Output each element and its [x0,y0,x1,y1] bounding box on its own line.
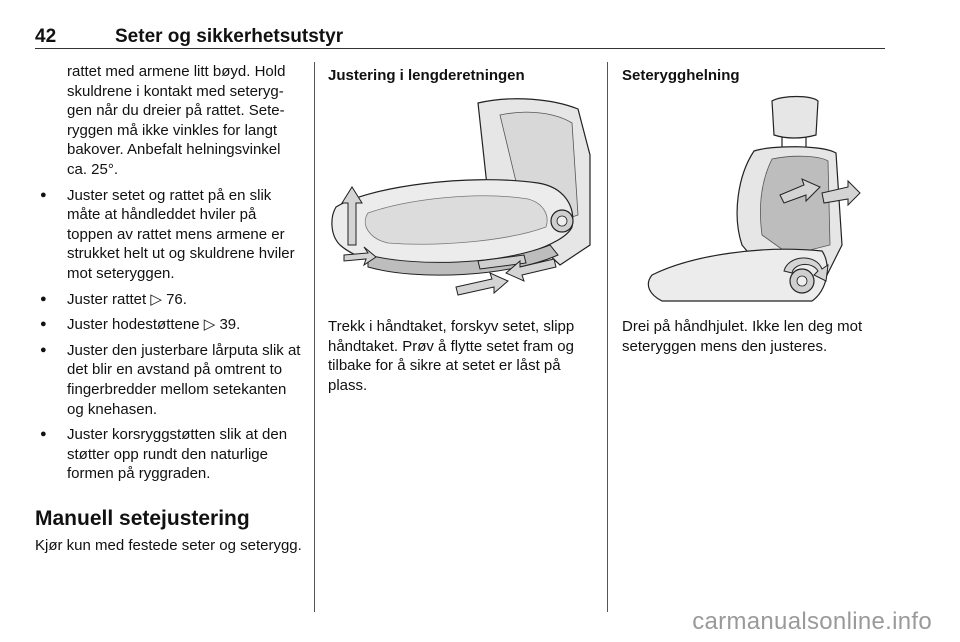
column-divider [314,62,315,612]
list-item: ● Juster korsryggstøtten slik at den støtter opp rundt den naturlige formen på ryggraden. [35,425,303,484]
subsection-heading: Seterygghelning [622,67,740,84]
figure-caption: Drei på håndhjulet. Ikke len deg mot seteryggen mens den justeres. [622,318,863,355]
section-body: Kjør kun med festede seter og seterygg. [35,536,302,554]
column-left [35,62,303,555]
list-item: ● Juster den justerbare lårputa slik at det blir en avstand på omtrent to fingerbredder mellom setekanten og knehasen. [35,341,303,419]
column-divider [607,62,608,612]
list-item: ● Juster setet og rattet på en slik måte at håndleddet hviler på toppen av rattet mens armene er strukket helt ut og skuldrene hviler mot seteryggen. [35,186,303,284]
page-number: 42 [35,26,57,47]
headrest-shape [772,97,818,139]
list-item: ● Juster rattet ▷ 76. [35,290,303,310]
column-middle [328,62,594,395]
column-right [622,62,886,356]
arrow-forward-icon [456,273,508,295]
seat-recline-illustration [622,95,886,303]
watermark-text: carmanualsonline.info [692,608,932,635]
seat-back-panel [760,156,830,255]
subsection-heading: Justering i lengderetningen [328,67,525,84]
bullet-list [35,186,303,484]
page-header [35,26,885,49]
figure-caption: Trekk i håndtaket, forskyv setet, slipp håndtaket. Prøv å flytte setet fram og tilbake for å sikre at setet er låst på plass. [328,318,575,394]
page-title: Seter og sikkerhetsutstyr [115,26,344,47]
seat-slide-illustration [328,95,592,303]
section-title: Manuell setejustering [35,506,250,530]
list-item: ● Juster hodestøttene ▷ 39. [35,315,303,335]
continuation-text: rattet med armene litt bøyd. Hold skuldrene i kontakt med seteryggen når du dreier på rattet. Seteryggen må ikke vinkles for langt bakover. Anbefalt helningsvinkel ca. 25°. [67,63,286,178]
